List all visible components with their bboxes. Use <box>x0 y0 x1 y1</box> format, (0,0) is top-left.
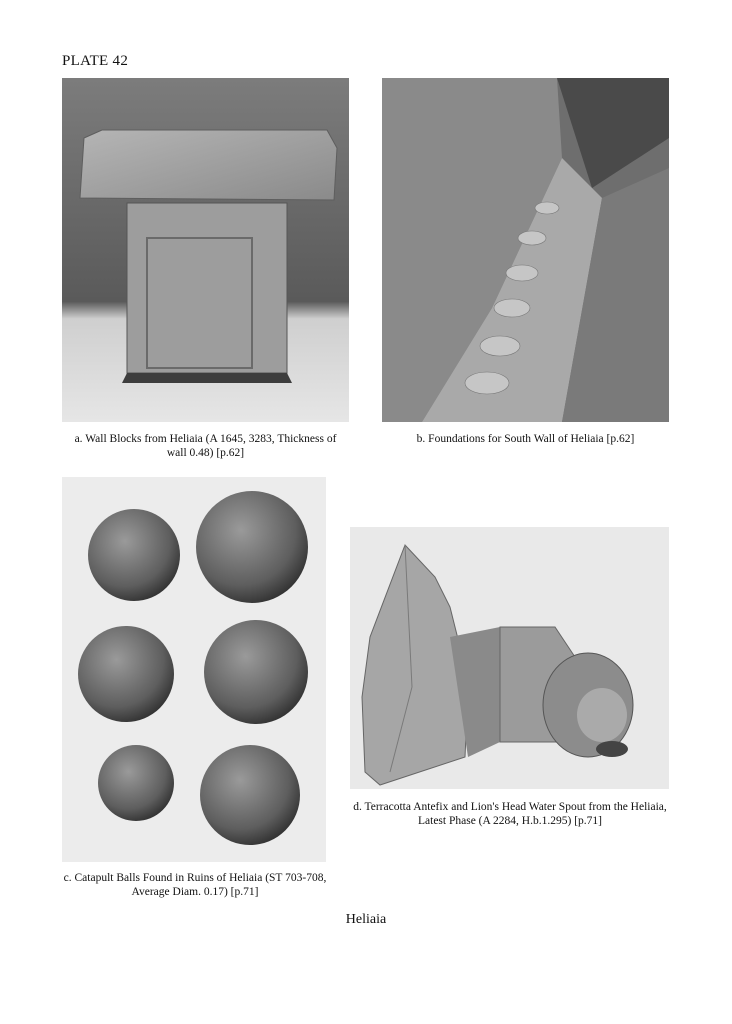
caption-b-line-1: b. Foundations for South Wall of Heliaia [p.62] <box>416 433 635 445</box>
plate-label: PLATE 42 <box>62 53 129 69</box>
caption-figure-b <box>382 432 669 446</box>
photo-foundations <box>382 78 669 422</box>
caption-c-line-1: c. Catapult Balls Found in Ruins of Heliaia (ST 703-708, <box>63 872 327 884</box>
caption-figure-c <box>40 871 350 899</box>
plate-title: Heliaia <box>345 912 387 927</box>
caption-d-line-2: Latest Phase (A 2284, H.b.1.295) [p.71] <box>418 815 602 827</box>
photo-wall-blocks <box>62 78 349 422</box>
caption-d-line-1: d. Terracotta Antefix and Lion's Head Water Spout from the Heliaia, <box>353 801 667 813</box>
caption-a-line-2: wall 0.48) [p.62] <box>166 447 245 459</box>
photo-catapult-balls <box>62 477 326 862</box>
caption-figure-d <box>330 800 690 828</box>
caption-c-line-2: Average Diam. 0.17) [p.71] <box>131 886 259 898</box>
caption-a-line-1: a. Wall Blocks from Heliaia (A 1645, 3283, Thickness of <box>74 433 337 445</box>
photo-antefix-lion-spout <box>350 527 669 789</box>
caption-figure-a <box>62 432 349 460</box>
